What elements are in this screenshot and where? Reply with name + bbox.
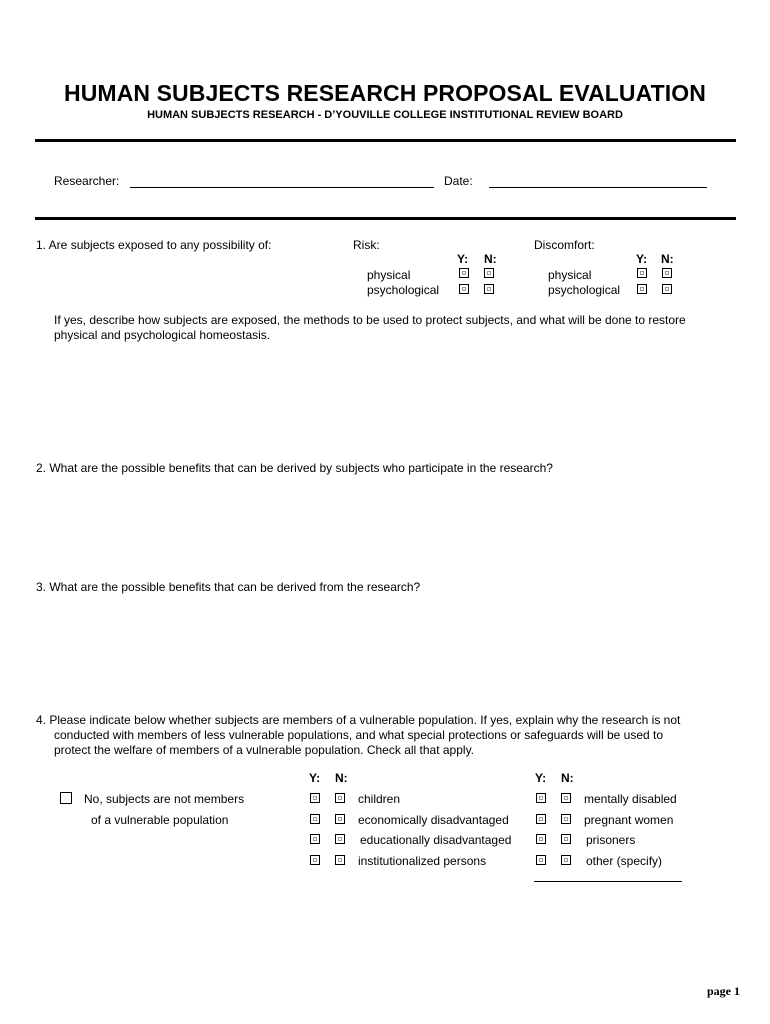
prisoners-yes-checkbox[interactable] [536, 834, 546, 844]
other-specify-no-checkbox[interactable] [561, 855, 571, 865]
educationally-disadvantaged-yes-checkbox[interactable] [310, 834, 320, 844]
educationally-disadvantaged-no-checkbox[interactable] [335, 834, 345, 844]
risk-no-header: N: [484, 252, 497, 266]
risk-physical-yes-checkbox[interactable] [459, 268, 469, 278]
mentally-disabled-label: mentally disabled [584, 792, 677, 806]
vulnerable-right-yes-header: Y: [535, 771, 547, 785]
children-no-checkbox[interactable] [335, 793, 345, 803]
discomfort-yes-header: Y: [636, 252, 648, 266]
children-yes-checkbox[interactable] [310, 793, 320, 803]
economically-disadvantaged-label: economically disadvantaged [358, 813, 509, 827]
risk-psychological-yes-checkbox[interactable] [459, 284, 469, 294]
children-label: children [358, 792, 401, 806]
discomfort-no-header: N: [661, 252, 674, 266]
question-4-line-1: 4. Please indicate below whether subjects are members of a vulnerable population. If yes, explain why the research is not [36, 713, 681, 727]
form-subtitle: HUMAN SUBJECTS RESEARCH - D’YOUVILLE COLLEGE INSTITUTIONAL REVIEW BOARD [147, 109, 623, 121]
researcher-label: Researcher: [54, 174, 120, 188]
risk-psychological-no-checkbox[interactable] [484, 284, 494, 294]
risk-physical-no-checkbox[interactable] [484, 268, 494, 278]
vulnerable-left-yes-header: Y: [309, 771, 321, 785]
economically-disadvantaged-no-checkbox[interactable] [335, 814, 345, 824]
prisoners-no-checkbox[interactable] [561, 834, 571, 844]
date-field[interactable] [489, 172, 705, 188]
discomfort-psychological-yes-checkbox[interactable] [637, 284, 647, 294]
not-vulnerable-checkbox[interactable] [60, 792, 72, 804]
question-3: 3. What are the possible benefits that can be derived from the research? [36, 580, 421, 594]
discomfort-psychological-label: psychological [548, 283, 621, 297]
discomfort-physical-label: physical [548, 268, 592, 282]
pregnant-women-no-checkbox[interactable] [561, 814, 571, 824]
mentally-disabled-no-checkbox[interactable] [561, 793, 571, 803]
not-vulnerable-label-line-1: No, subjects are not members [84, 792, 245, 806]
discomfort-physical-no-checkbox[interactable] [662, 268, 672, 278]
institutionalized-persons-yes-checkbox[interactable] [310, 855, 320, 865]
educationally-disadvantaged-label: educationally disadvantaged [360, 833, 512, 847]
risk-yes-header: Y: [457, 252, 469, 266]
discomfort-label: Discomfort: [534, 238, 595, 252]
question-1-explanation: If yes, describe how subjects are exposed, the methods to be used to protect subjects, and what will be done to restore physical and psychological homeostasis. [54, 313, 686, 342]
researcher-underline [130, 187, 434, 188]
pregnant-women-yes-checkbox[interactable] [536, 814, 546, 824]
institutionalized-persons-no-checkbox[interactable] [335, 855, 345, 865]
mentally-disabled-yes-checkbox[interactable] [536, 793, 546, 803]
form-title: HUMAN SUBJECTS RESEARCH PROPOSAL EVALUATION [64, 80, 706, 106]
prisoners-label: prisoners [586, 833, 636, 847]
question-4-line-3: protect the welfare of members of a vulnerable population. Check all that apply. [54, 743, 475, 757]
page-number: page 1 [707, 984, 740, 998]
discomfort-physical-yes-checkbox[interactable] [637, 268, 647, 278]
question-1: 1. Are subjects exposed to any possibility of: [36, 238, 272, 252]
second-divider [35, 217, 736, 220]
institutionalized-persons-label: institutionalized persons [358, 854, 487, 868]
researcher-field[interactable] [130, 172, 432, 188]
vulnerable-left-no-header: N: [335, 771, 348, 785]
other-specify-yes-checkbox[interactable] [536, 855, 546, 865]
vulnerable-right-no-header: N: [561, 771, 574, 785]
date-label: Date: [444, 174, 473, 188]
risk-psychological-label: psychological [367, 283, 440, 297]
other-specify-line[interactable] [534, 881, 682, 882]
question-2: 2. What are the possible benefits that can be derived by subjects who participate in the research? [36, 461, 553, 475]
top-divider [35, 139, 736, 142]
pregnant-women-label: pregnant women [584, 813, 674, 827]
date-underline [489, 187, 707, 188]
question-4-line-2: conducted with members of less vulnerable populations, and what special protections or safeguards will be used to [54, 728, 664, 742]
discomfort-psychological-no-checkbox[interactable] [662, 284, 672, 294]
risk-label: Risk: [353, 238, 380, 252]
economically-disadvantaged-yes-checkbox[interactable] [310, 814, 320, 824]
not-vulnerable-label-line-2: of a vulnerable population [91, 813, 229, 827]
risk-physical-label: physical [367, 268, 411, 282]
other-specify-label: other (specify) [586, 854, 663, 868]
